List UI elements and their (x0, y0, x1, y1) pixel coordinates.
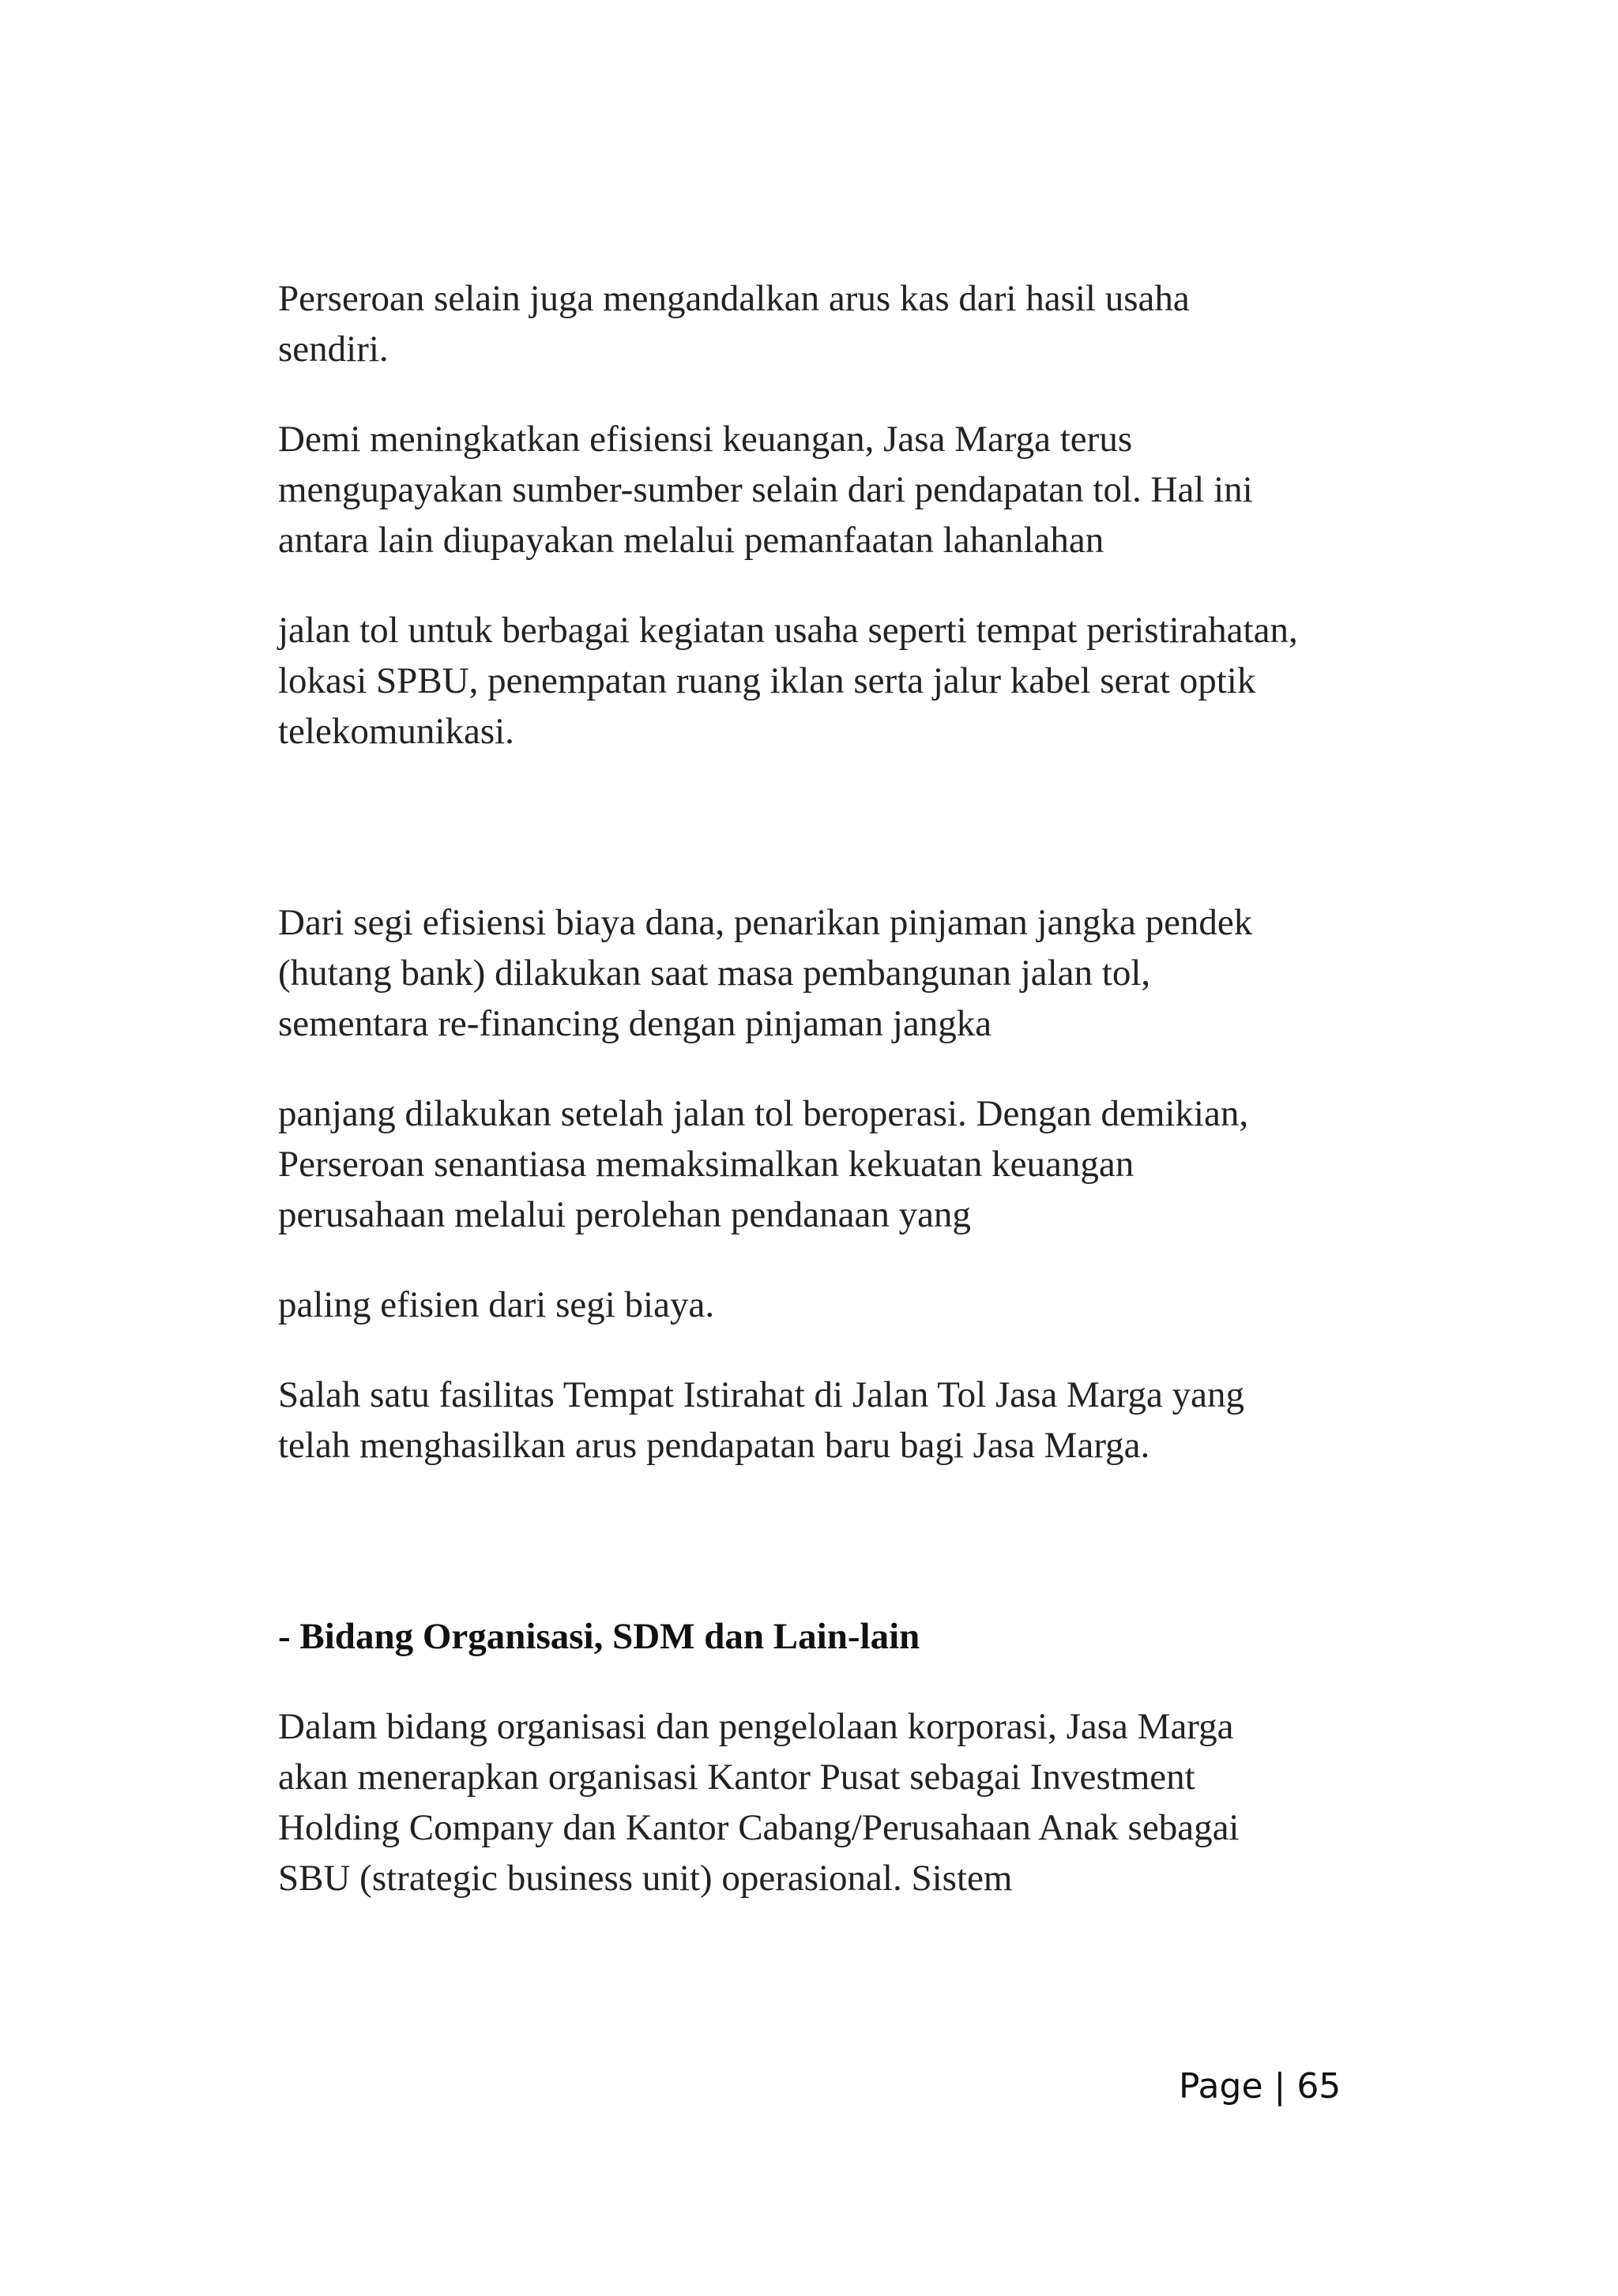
text-line: sementara re-financing dengan pinjaman jangka (278, 1003, 992, 1044)
text-line: Dari segi efisiensi biaya dana, penarikan pinjaman jangka pendek (278, 902, 1253, 943)
text-line: Holding Company dan Kantor Cabang/Perusahaan Anak sebagai (278, 1807, 1240, 1848)
text-line: Dalam bidang organisasi dan pengelolaan korporasi, Jasa Marga (278, 1706, 1234, 1747)
text-line: telah menghasilkan arus pendapatan baru bagi Jasa Marga. (278, 1425, 1150, 1466)
heading-text: - Bidang Organisasi, SDM dan Lain-lain (278, 1616, 920, 1657)
text-line: paling efisien dari segi biaya. (278, 1284, 715, 1325)
text-line: SBU (strategic business unit) operasional. Sistem (278, 1858, 1013, 1899)
document-body (278, 273, 1368, 1903)
text-line: akan menerapkan organisasi Kantor Pusat sebagai Investment (278, 1757, 1195, 1798)
text-line: sendiri. (278, 329, 389, 370)
text-line: Salah satu fasilitas Tempat Istirahat di Jalan Tol Jasa Marga yang (278, 1374, 1244, 1415)
page-number: Page | 65 (1179, 2066, 1341, 2106)
text-line: mengupayakan sumber-sumber selain dari pendapatan tol. Hal ini (278, 469, 1253, 510)
paragraph-4 (278, 897, 1368, 1049)
paragraph-8 (278, 1701, 1368, 1903)
paragraph-3 (278, 605, 1368, 757)
text-line: antara lain diupayakan melalui pemanfaatan lahanlahan (278, 520, 1104, 561)
text-line: (hutang bank) dilakukan saat masa pembangunan jalan tol, (278, 953, 1151, 994)
paragraph-6 (278, 1280, 1368, 1330)
paragraph-7 (278, 1370, 1368, 1471)
text-line: Demi meningkatkan efisiensi keuangan, Jasa Marga terus (278, 419, 1133, 460)
text-line: lokasi SPBU, penempatan ruang iklan serta jalur kabel serat optik (278, 660, 1256, 701)
paragraph-5 (278, 1088, 1368, 1240)
paragraph-2 (278, 414, 1368, 566)
text-line: perusahaan melalui perolehan pendanaan yang (278, 1194, 971, 1235)
text-line: panjang dilakukan setelah jalan tol beroperasi. Dengan demikian, (278, 1093, 1249, 1134)
text-line: Perseroan senantiasa memaksimalkan kekuatan keuangan (278, 1144, 1134, 1185)
paragraph-1 (278, 273, 1368, 374)
text-line: jalan tol untuk berbagai kegiatan usaha seperti tempat peristirahatan, (278, 610, 1298, 651)
text-line: telekomunikasi. (278, 711, 514, 752)
text-line: Perseroan selain juga mengandalkan arus kas dari hasil usaha (278, 278, 1190, 319)
section-heading (278, 1611, 1368, 1662)
